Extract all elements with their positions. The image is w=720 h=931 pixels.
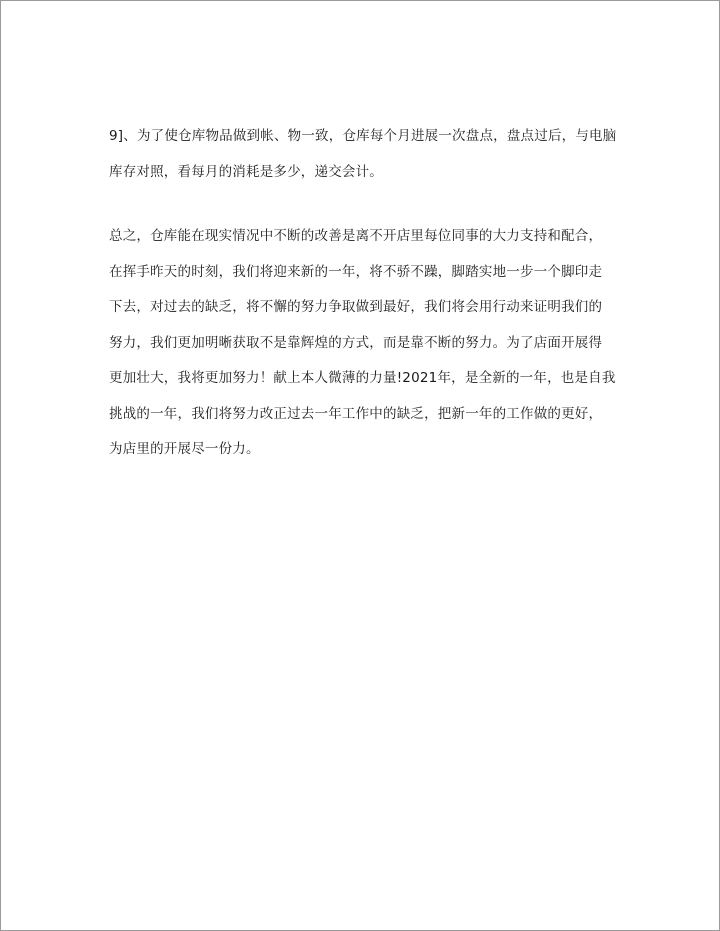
- paragraph-2-line-5: 更加壮大，我将更加努力！献上本人微薄的力量!2021年，是全新的一年，也是自我: [109, 370, 616, 386]
- paragraph-2-line-7: 为店里的开展尽一份力。: [109, 441, 260, 457]
- paragraph-2-line-1: 总之，仓库能在现实情况中不断的改善是离不开店里每位同事的大力支持和配合，: [109, 228, 603, 244]
- paragraph-2-line-2: 在挥手昨天的时刻，我们将迎来新的一年，将不骄不躁，脚踏实地一步一个脚印走: [109, 264, 603, 280]
- paragraph-2-line-4: 努力，我们更加明晰获取不是靠辉煌的方式，而是靠不断的努力。为了店面开展得: [109, 335, 603, 351]
- paragraph-2-line-6: 挑战的一年，我们将努力改正过去一年工作中的缺乏，把新一年的工作做的更好，: [109, 406, 603, 422]
- paragraph-1-line-2: 库存对照，看每月的消耗是多少，递交会计。: [109, 164, 383, 180]
- paragraph-2-line-3: 下去，对过去的缺乏，将不懈的努力争取做到最好，我们将会用行动来证明我们的: [109, 299, 603, 315]
- paragraph-1-line-1: 9]、为了使仓库物品做到帐、物一致，仓库每个月进展一次盘点，盘点过后，与电脑: [109, 128, 617, 144]
